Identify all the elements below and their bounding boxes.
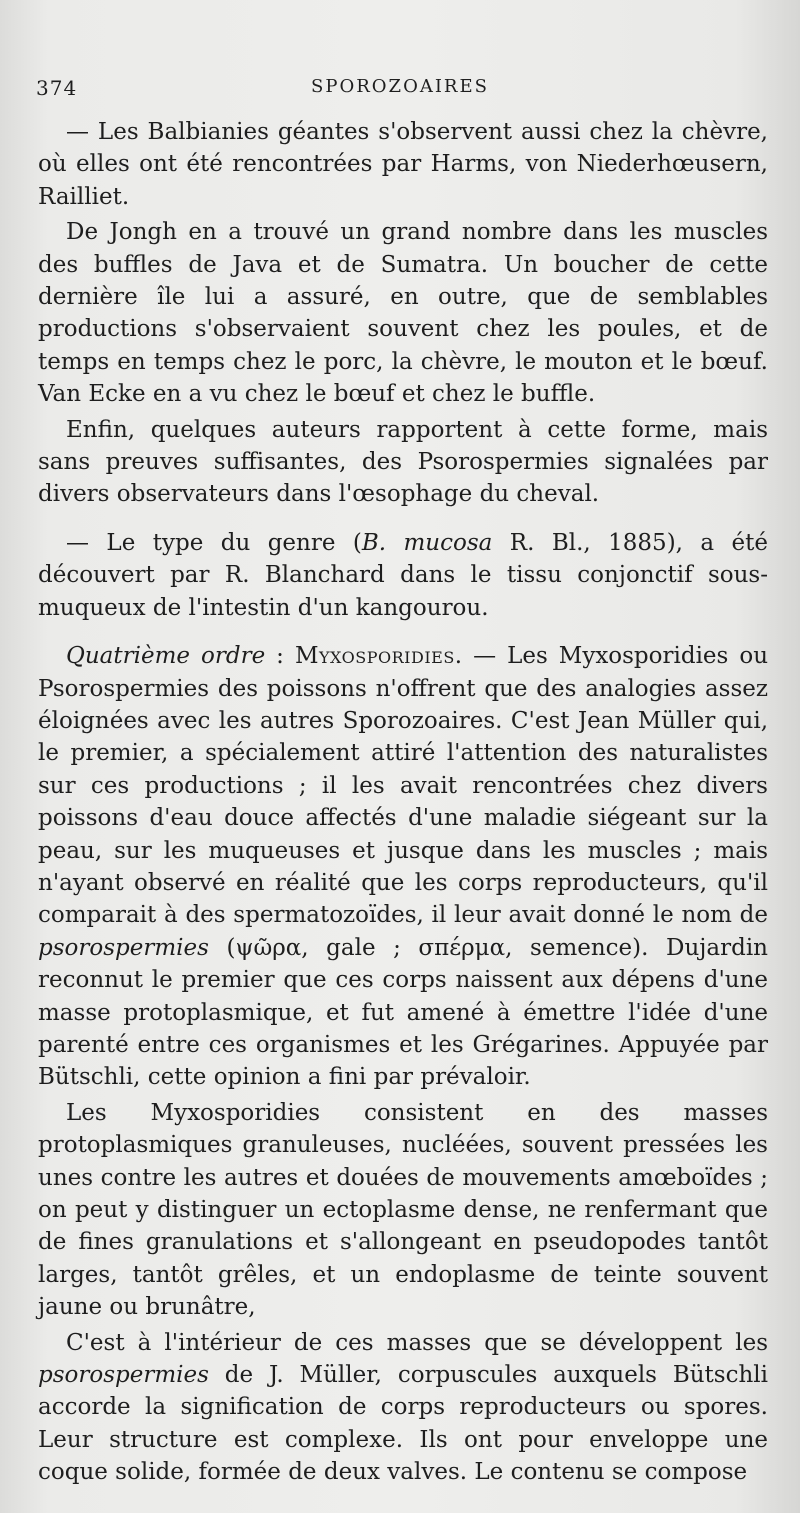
paragraph-balbianies-chevre: — Les Balbianies géantes s'observent aussi chez la chèvre, où elles ont été rencontrées par Harms, von Niederhœusern, Railliet. bbox=[38, 119, 768, 210]
paragraph-quatrieme-ordre bbox=[38, 640, 768, 1094]
text-span: R. Bl., 1885), a été découvert par R. Blanchard dans le tissu conjonctif sous-muqueux de l'intestin d'un kangourou. bbox=[38, 529, 769, 621]
paragraph-interieur-masses bbox=[38, 1327, 768, 1489]
text-span: (ψῶρα, gale ; σπέρμα, semence). Dujardin reconnut le premier que ces corps naissent aux dépens d'une masse protoplasmique, et fut amené à émettre l'idée d'une parenté entre ces organismes et les Grégarines. Appuyée par Bütschli, cette opinion a fini par prévaloir. bbox=[38, 934, 768, 1091]
body-text bbox=[38, 116, 768, 1489]
species-name: B. mucosa bbox=[361, 529, 493, 556]
text-span: — Le type du genre ( bbox=[66, 529, 362, 556]
paragraph-myxosporidies-description: Les Myxosporidies consistent en des masses protoplasmiques granuleuses, nucléées, souvent pressées les unes contre les autres et douées de mouvements amœboïdes ; on peut y distinguer un ectoplasme dense, ne renfermant que de fines granulations et s'allongeant en pseudopodes tantôt larges, tantôt grêles, et un endoplasme de teinte souvent jaune ou brunâtre, bbox=[38, 1099, 768, 1321]
paragraph-de-jongh: De Jongh en a trouvé un grand nombre dans les muscles des buffles de Java et de Sumatra. Un boucher de cette dernière île lui a assuré, en outre, que de semblables productions s'observaient souvent chez les poules, et de temps en temps chez le porc, la chèvre, le mouton et le bœuf. Van Ecke en a vu chez le bœuf et chez le buffle. bbox=[38, 219, 768, 408]
text-span: C'est à l'intérieur de ces masses que se développent les bbox=[66, 1329, 768, 1356]
page-number: 374 bbox=[36, 76, 78, 100]
paragraph-enfin: Enfin, quelques auteurs rapportent à cette forme, mais sans preuves suffisantes, des Psorospermies signalées par divers observateurs dans l'œsophage du cheval. bbox=[38, 416, 768, 508]
paragraph-type-genre bbox=[38, 527, 768, 624]
page-header bbox=[36, 76, 764, 106]
running-title: SPOROZOAIRES bbox=[311, 76, 489, 97]
text-span: de J. Müller, corpuscules auxquels Bütschli accorde la signification de corps reproducteurs ou spores. Leur structure est complexe. Ils ont pour enveloppe une coque solide, formée de deux valves. Le contenu se compose bbox=[38, 1362, 768, 1486]
text-span: . — Les Myxosporidies ou Psorospermies des poissons n'offrent que des analogies assez éloignées avec les autres Sporozoaires. C'est Jean Müller qui, le premier, a spécialement attiré l'attention des naturalistes sur ces productions ; il les avait rencontrées chez divers poissons d'eau douce affectés d'une maladie siégeant sur la peau, sur les muqueuses et jusque dans les muscles ; mais n'ayant observé en réalité que les corps reproducteurs, qu'il comparait à des spermatozoïdes, il leur avait donné le nom de bbox=[38, 643, 769, 929]
order-heading: Quatrième ordre bbox=[66, 643, 266, 670]
text-span: : bbox=[265, 643, 295, 670]
term-psorospermies: psorospermies bbox=[38, 1362, 209, 1389]
order-name: Myxosporidies bbox=[294, 643, 455, 670]
term-psorospermies: psorospermies bbox=[38, 934, 209, 961]
